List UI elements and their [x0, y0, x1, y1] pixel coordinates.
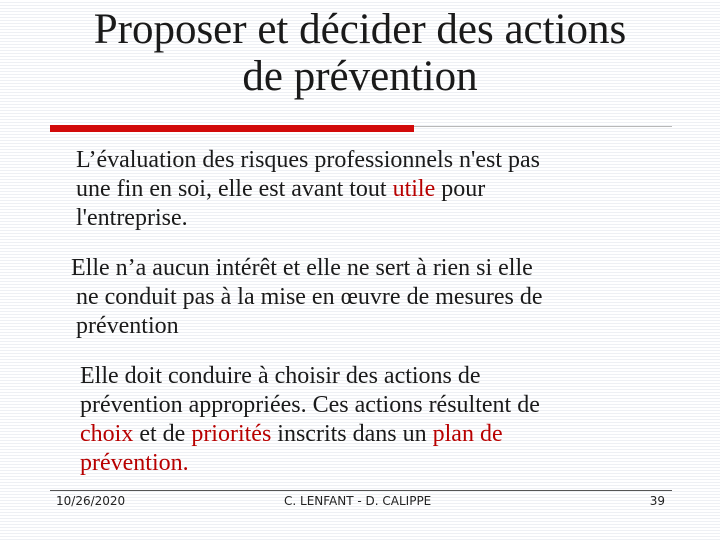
- footer-page-number: 39: [649, 494, 665, 508]
- paragraph-line: prévention appropriées. Ces actions résultent de: [80, 392, 540, 418]
- paragraph-interet: [71, 254, 543, 341]
- paragraph-line: l'entreprise.: [76, 205, 188, 231]
- footer-author: C. LENFANT - D. CALIPPE: [284, 494, 432, 508]
- slide-title-line-1: Proposer et décider des actions: [93, 6, 627, 53]
- paragraph-line: Elle n’a aucun intérêt et elle ne sert à rien si elle: [71, 255, 533, 281]
- text-run: pour: [435, 176, 486, 202]
- highlight-plan-de: plan de: [432, 421, 503, 447]
- highlight-utile: utile: [392, 176, 436, 202]
- paragraph-line: [76, 175, 540, 204]
- paragraph-line: prévention: [76, 313, 179, 339]
- title-accent-bar: [50, 125, 414, 132]
- highlight-priorites: priorités: [191, 421, 272, 447]
- highlight-choix: choix: [80, 421, 134, 447]
- highlight-prevention: prévention.: [80, 450, 189, 476]
- footer-date: 10/26/2020: [56, 494, 126, 508]
- paragraph-actions: [80, 362, 540, 478]
- text-run: et de: [133, 421, 192, 447]
- footer-divider-line: [50, 490, 672, 491]
- paragraph-line: Elle doit conduire à choisir des actions de: [80, 363, 481, 389]
- slide-title-line-2: de prévention: [242, 53, 478, 100]
- paragraph-line: L’évaluation des risques professionnels n'est pas: [76, 147, 541, 173]
- paragraph-evaluation: [76, 146, 540, 233]
- text-run: inscrits dans un: [271, 421, 433, 447]
- paragraph-line: ne conduit pas à la mise en œuvre de mesures de: [76, 284, 543, 310]
- text-run: une fin en soi, elle est avant tout: [76, 176, 393, 202]
- paragraph-line: [80, 449, 540, 478]
- paragraph-line: [80, 420, 540, 449]
- slide-title: [0, 6, 720, 100]
